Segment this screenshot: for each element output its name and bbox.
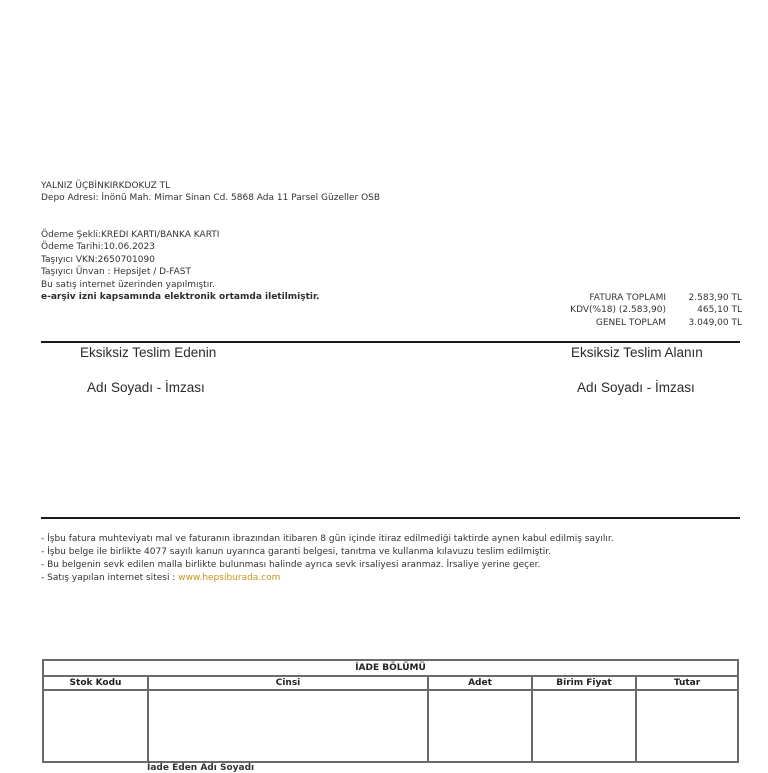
deliverer-title: Eksiksiz Teslim Edenin [80, 345, 217, 360]
return-table [44, 677, 737, 763]
invoice-info [41, 180, 380, 205]
online-sale-note: Bu satış internet üzerinden yapılmıştır. [41, 279, 215, 290]
payment-date: Ödeme Tarihi:10.06.2023 [41, 242, 155, 253]
table-row [44, 690, 737, 763]
payment-info [41, 229, 320, 303]
signature-bottom-divider [41, 517, 740, 519]
column-header-unit-price: Birim Fiyat [532, 677, 636, 690]
stock-code-cell [44, 690, 148, 763]
website-link[interactable]: www.hepsiburada.com [178, 573, 281, 583]
invoice-total-value: 2.583,90 TL [688, 293, 742, 303]
earchive-note: e-arşiv izni kapsamında elektronik ortamda iletilmiştir. [41, 292, 320, 303]
amount-in-words: YALNIZ ÜÇBİNKIRKDOKUZ TL [41, 181, 171, 191]
grand-total-label: GENEL TOPLAM [595, 317, 666, 328]
totals-block [520, 292, 742, 329]
grand-total-value: 3.049,00 TL [688, 317, 742, 328]
warehouse-address: Depo Adresi: İnönü Mah. Mimar Sinan Cd. 5868 Ada 11 Parsel Güzeller OSB [41, 193, 381, 204]
totals-row [520, 317, 742, 329]
vat-label: KDV(%18) (2.583,90) [570, 305, 666, 316]
quantity-cell [428, 690, 532, 763]
receiver-signature-label: Adı Soyadı - İmzası [577, 380, 695, 395]
website-prefix: - Satış yapılan internet sitesi : [41, 573, 179, 583]
totals-row [520, 304, 742, 316]
carrier-title: Taşıyıcı Ünvan : HepsiJet / D-FAST [41, 267, 192, 278]
invoice-total-label: FATURA TOPLAMI [589, 293, 666, 303]
carrier-vkn: Taşıyıcı VKN:2650701090 [41, 254, 155, 265]
column-header-amount: Tutar [636, 677, 737, 690]
payment-method: Ödeme Şekli:KREDI KARTI/BANKA KARTI [41, 230, 220, 240]
return-section-title: İADE BÖLÜMÜ [44, 661, 737, 677]
return-table-header [44, 677, 737, 690]
unit-price-cell [532, 690, 636, 763]
column-header-type: Cinsi [148, 677, 428, 690]
returner-name-label: İade Eden Adı Soyadı [147, 763, 255, 773]
type-cell [148, 690, 428, 763]
totals-row [520, 292, 742, 304]
note-line: - İşbu belge ile birlikte 4077 sayılı kanun uyarınca garanti belgesi, tanıtma ve kullanma kılavuzu teslim edilmiştir. [41, 547, 552, 557]
legal-notes [41, 533, 614, 585]
note-line: - İşbu fatura muhteviyatı mal ve faturanın ibrazından itibaren 8 gün içinde itiraz edilmediği taktirde aynen kabul edilmiş sayılır. [41, 534, 614, 544]
amount-cell [636, 690, 737, 763]
return-section [42, 659, 739, 763]
receiver-title: Eksiksiz Teslim Alanın [571, 345, 703, 360]
column-header-quantity: Adet [428, 677, 532, 690]
column-header-stock-code: Stok Kodu [44, 677, 148, 690]
deliverer-signature-label: Adı Soyadı - İmzası [87, 380, 205, 395]
note-line [41, 572, 614, 585]
note-line: - Bu belgenin sevk edilen malla birlikte bulunması halinde ayrıca sevk irsaliyesi aranmaz. İrsaliye yerine geçer. [41, 560, 541, 570]
vat-value: 465,10 TL [697, 305, 742, 316]
signature-top-divider [41, 341, 740, 343]
